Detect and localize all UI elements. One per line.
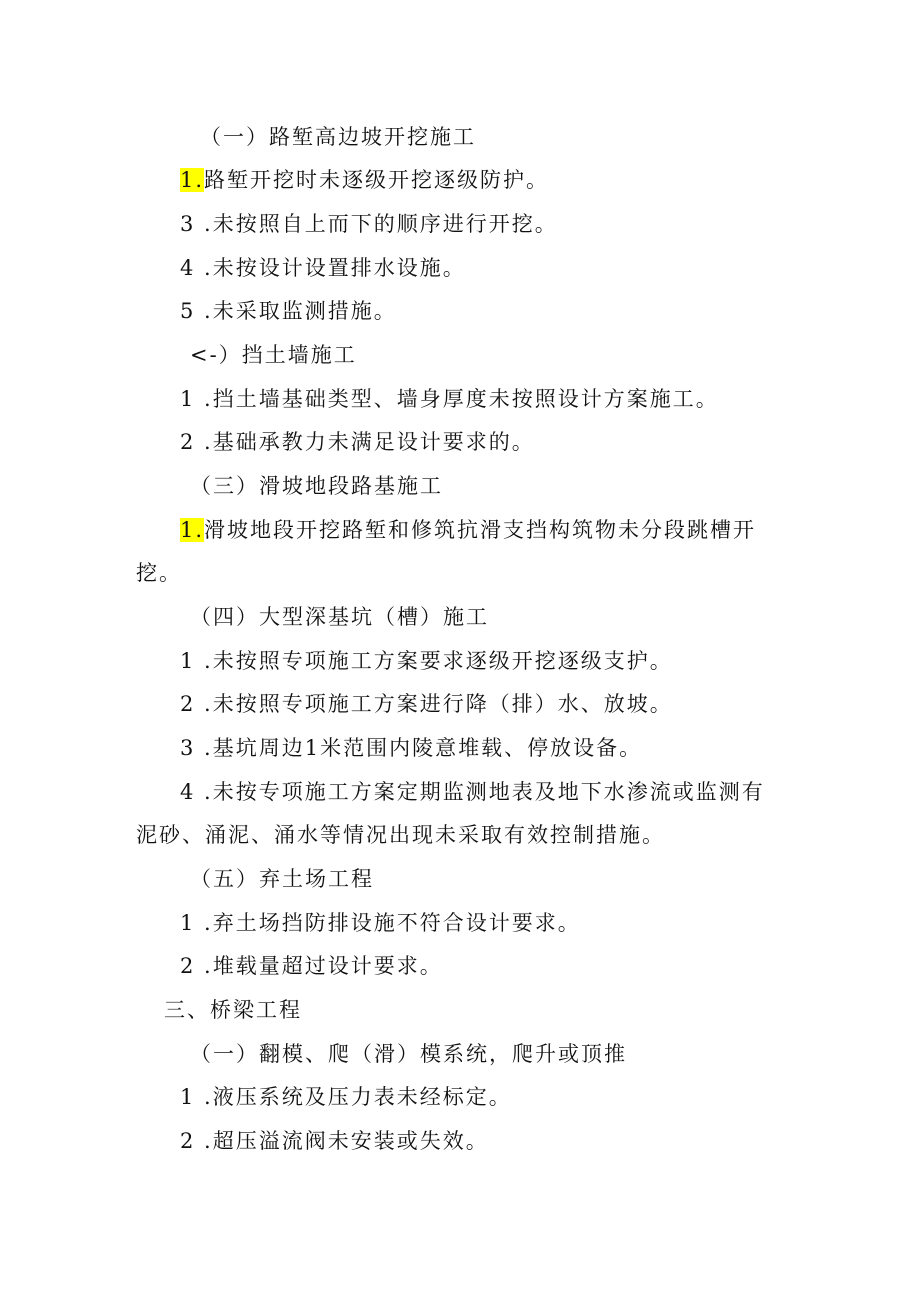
line-text: 三、桥梁工程: [164, 998, 302, 1022]
line-text: 5 .未采取监测措施。: [180, 299, 397, 323]
list-item: [180, 1126, 489, 1156]
line-text: 挖。: [136, 561, 182, 585]
line-text: 2 .未按照专项施工方案进行降（排）水、放坡。: [180, 692, 673, 716]
section-heading: [190, 602, 489, 632]
line-text: 2 .基础承教力未满足设计要求的。: [180, 430, 535, 454]
section-heading: [190, 1039, 627, 1069]
line-text: （五）弃土场工程: [190, 867, 374, 891]
list-item: [180, 384, 719, 414]
chapter-heading: [164, 995, 302, 1025]
list-item-continuation: [136, 820, 665, 850]
line-text: 3 .基坑周边1米范围内陵意堆载、停放设备。: [180, 736, 643, 760]
list-item: [180, 908, 581, 938]
list-item: [180, 689, 673, 719]
highlighted-number: 1.: [180, 518, 205, 542]
line-text: （一）路堑高边坡开挖施工: [200, 125, 476, 149]
list-item: [180, 427, 535, 457]
line-text: 泥砂、涌泥、涌水等情况出现未采取有效控制措施。: [136, 823, 665, 847]
section-heading: [200, 122, 476, 152]
line-text: 滑坡地段开挖路堑和修筑抗滑支挡构筑物未分段跳槽开: [204, 518, 757, 542]
list-item: [180, 253, 466, 283]
section-heading: [190, 471, 443, 501]
list-item: [180, 515, 756, 545]
line-text: 3 .未按照自上而下的顺序进行开挖。: [180, 212, 558, 236]
line-text: 2 .堆载量超过设计要求。: [180, 954, 443, 978]
line-text: 1 .未按照专项施工方案要求逐级开挖逐级支护。: [180, 649, 673, 673]
list-item: [180, 777, 765, 807]
line-text: 1 .液压系统及压力表未经标定。: [180, 1085, 512, 1109]
section-heading: [190, 340, 357, 370]
list-item: [180, 165, 549, 195]
list-item: [180, 646, 673, 676]
list-item: [180, 951, 443, 981]
line-text: 路堑开挖时未逐级开挖逐级防护。: [204, 168, 550, 192]
line-text: 1 .挡土墙基础类型、墙身厚度未按照设计方案施工。: [180, 387, 719, 411]
list-item: [180, 296, 397, 326]
line-text: <-）挡土墙施工: [190, 343, 357, 367]
list-item: [180, 733, 642, 763]
line-text: （一）翻模、爬（滑）模系统，爬升或顶推: [190, 1042, 627, 1066]
line-text: 2 .超压溢流阀未安装或失效。: [180, 1129, 489, 1153]
highlighted-number: 1.: [180, 168, 205, 192]
line-text: 1 .弃土场挡防排设施不符合设计要求。: [180, 911, 581, 935]
line-text: 4 .未按设计设置排水设施。: [180, 256, 466, 280]
list-item: [180, 209, 558, 239]
line-text: （四）大型深基坑（槽）施工: [190, 605, 489, 629]
line-text: （三）滑坡地段路基施工: [190, 474, 443, 498]
line-text: 4 .未按专项施工方案定期监测地表及地下水渗流或监测有: [180, 780, 765, 804]
list-item: [180, 1082, 512, 1112]
section-heading: [190, 864, 374, 894]
list-item-continuation: [136, 558, 182, 588]
